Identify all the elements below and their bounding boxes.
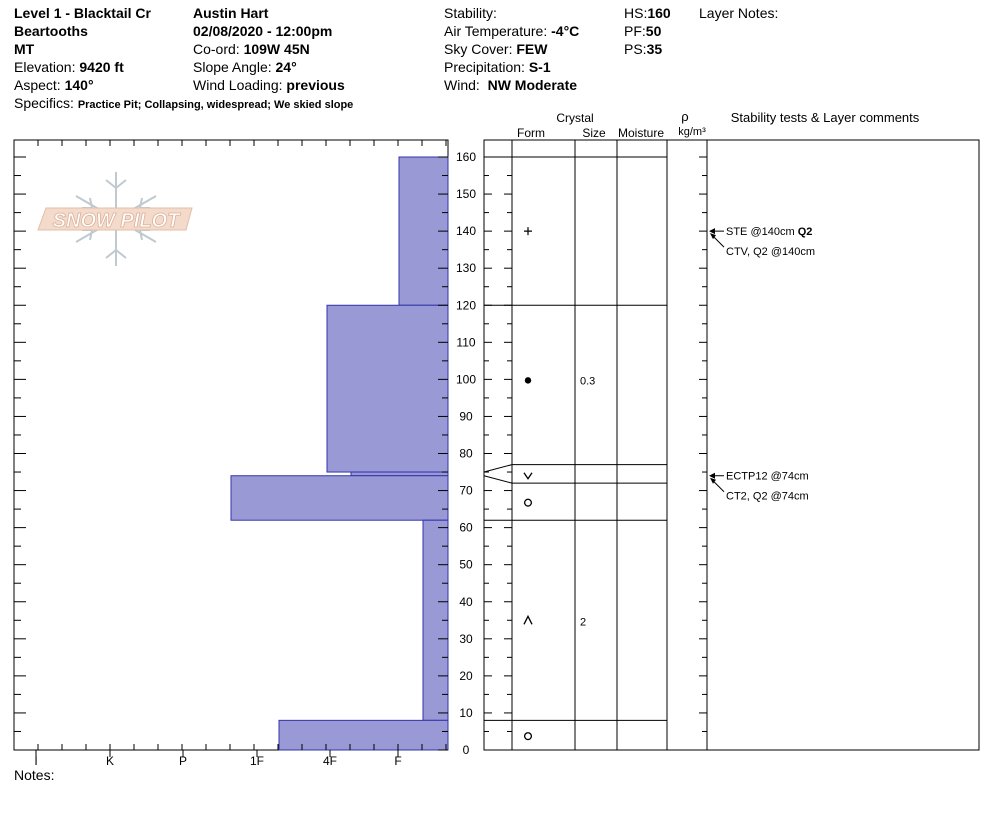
height-tick-label: 20 <box>459 668 473 683</box>
snowpilot-logo <box>38 172 192 266</box>
height-tick-label: 130 <box>455 261 477 276</box>
precip-label: Precipitation: <box>444 59 525 75</box>
height-tick-label: 50 <box>459 557 473 572</box>
hardness-category-label: I <box>34 754 38 768</box>
hardness-bars <box>231 157 448 750</box>
elevation-value: 9420 ft <box>79 59 124 75</box>
stability-test-label: ECTP12 @74cm <box>726 470 809 483</box>
observer-name: Austin Hart <box>193 5 269 21</box>
hardness-bar <box>231 476 448 520</box>
wind-value: NW Moderate <box>487 77 578 93</box>
hardness-bar <box>351 472 448 476</box>
height-tick-label: 90 <box>459 409 473 424</box>
state-name: MT <box>14 41 35 57</box>
hs-label: HS: <box>624 5 648 21</box>
logo-text: SNOW PILOT <box>52 210 180 232</box>
sky-cover-label: Sky Cover: <box>444 41 513 57</box>
comments-header: Stability tests & Layer comments <box>730 110 920 125</box>
rounded-grains-symbol <box>525 377 531 383</box>
stability-test-label: CTV, Q2 @140cm <box>726 246 816 259</box>
hardness-category-label: 1F <box>249 754 265 768</box>
height-tick-label: 120 <box>455 298 477 313</box>
height-tick-label: 150 <box>455 187 477 202</box>
aspect-label: Aspect: <box>14 77 61 93</box>
layer-notes-label: Layer Notes: <box>699 5 779 21</box>
melt-forms-symbol <box>525 733 532 740</box>
moisture-header: Moisture <box>617 126 665 140</box>
aspect-value: 140° <box>64 77 94 93</box>
hardness-axis-labels <box>34 750 401 768</box>
depth-hoar-symbol <box>524 616 532 624</box>
height-tick-label: 0 <box>462 743 470 757</box>
pf-label: PF: <box>624 23 646 39</box>
stability-arrowhead <box>709 228 715 234</box>
air-temp-label: Air Temperature: <box>444 23 548 39</box>
specifics-label: Specifics: <box>14 95 74 111</box>
height-tick-label: 30 <box>459 631 473 646</box>
air-temp-value: -4°C <box>551 23 580 39</box>
coord-value: 109W 45N <box>243 41 310 57</box>
hardness-bar <box>327 305 448 472</box>
slope-value: 24° <box>275 59 297 75</box>
observation-datetime: 02/08/2020 - 12:00pm <box>193 23 333 39</box>
elevation-label: Elevation: <box>14 59 76 75</box>
stability-test-label: STE @140cm Q2 <box>726 226 813 239</box>
stability-arrowhead <box>709 473 715 479</box>
pf-value: 50 <box>645 23 662 39</box>
notes-label: Notes: <box>14 767 55 783</box>
hardness-category-label: 4F <box>322 754 338 768</box>
height-tick-label: 160 <box>455 150 477 164</box>
height-tick-label: 10 <box>459 705 473 720</box>
layer-connector-line <box>484 476 512 483</box>
ps-label: PS: <box>624 41 647 57</box>
coord-label: Co-ord: <box>193 41 240 57</box>
wind-loading-label: Wind Loading: <box>193 77 283 93</box>
wind-label: Wind: <box>444 77 480 93</box>
form-header: Form <box>517 126 545 140</box>
crystal-size-label: 2 <box>580 616 587 629</box>
height-tick-label: 100 <box>455 372 477 387</box>
stability-quality: Q2 <box>797 226 813 239</box>
layer-connector-line <box>484 465 512 472</box>
stability-tests <box>709 226 815 503</box>
crystal-header: Crystal <box>556 111 594 125</box>
precipitation-particles-symbol <box>524 227 532 235</box>
slope-label: Slope Angle: <box>193 59 272 75</box>
precip-value: S-1 <box>528 59 551 75</box>
height-tick-label: 40 <box>459 594 473 609</box>
height-tick-label: 70 <box>459 483 473 498</box>
crystal-size-label: 0.3 <box>580 375 596 388</box>
hs-value: 160 <box>647 5 671 21</box>
height-tick-label: 60 <box>459 520 473 535</box>
location-title: Level 1 - Blacktail Cr <box>14 5 151 21</box>
height-tick-label: 110 <box>456 335 476 350</box>
height-tick-label: 80 <box>459 446 473 461</box>
sky-cover-value: FEW <box>516 41 548 57</box>
density-symbol: ρ <box>681 109 689 124</box>
size-header: Size <box>582 126 606 140</box>
ps-value: 35 <box>646 41 663 57</box>
density-unit: kg/m³ <box>678 126 706 138</box>
range-name: Beartooths <box>14 23 88 39</box>
wind-loading-value: previous <box>286 77 345 93</box>
hardness-category-label: F <box>394 754 402 768</box>
height-tick-label: 140 <box>455 224 477 239</box>
hardness-bar <box>279 720 448 750</box>
stability-test-label: CT2, Q2 @74cm <box>726 490 809 503</box>
specifics-value: Practice Pit; Collapsing, widespread; We skied slope <box>77 99 354 111</box>
surface-hoar-symbol <box>524 473 532 479</box>
hardness-category-label: P <box>178 754 188 768</box>
melt-forms-symbol <box>525 499 532 506</box>
stability-label: Stability: <box>444 5 497 21</box>
hardness-category-label: K <box>105 754 115 768</box>
